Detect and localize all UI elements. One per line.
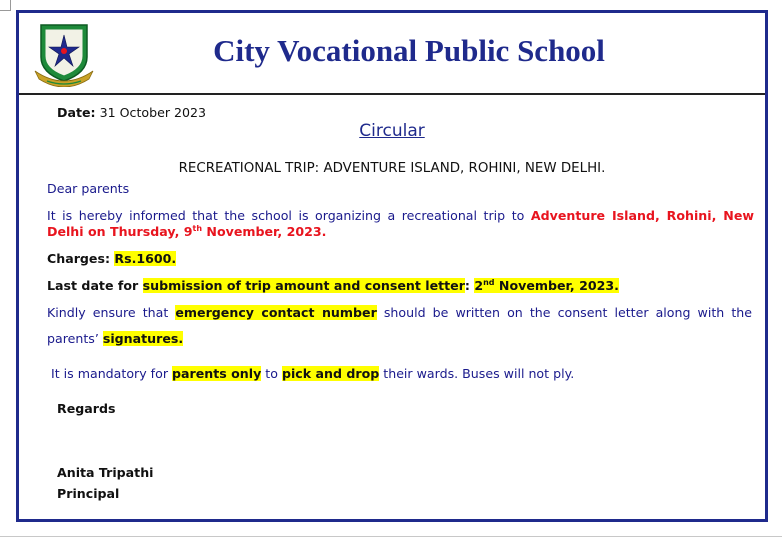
last-date-label: Last date for xyxy=(47,278,143,293)
circular-title: Circular xyxy=(359,121,425,141)
trip-date-rest: November, 2023. xyxy=(202,224,327,239)
subject-line: RECREATIONAL TRIP: ADVENTURE ISLAND, ROHINI, NEW DELHI. xyxy=(178,161,606,176)
emergency-contact-highlight: emergency contact number xyxy=(175,305,377,320)
pick-and-drop-highlight: pick and drop xyxy=(281,366,380,381)
mandatory-post: their wards. Buses will not ply. xyxy=(379,366,575,381)
emergency-mid: should be written on the consent letter along with the xyxy=(376,305,752,320)
last-date-colon: : xyxy=(464,278,475,293)
mandatory-mid: to xyxy=(261,366,282,381)
corner-checkbox xyxy=(0,0,11,11)
trip-date-suffix: th xyxy=(192,223,203,233)
mandatory-pre: It is mandatory for xyxy=(51,366,172,381)
trip-venue-line2: Delhi on Thursday, 9 xyxy=(47,224,193,239)
parents-only-highlight: parents only xyxy=(172,366,262,381)
last-date-rest: November, 2023. xyxy=(494,278,619,293)
date-value: 31 October 2023 xyxy=(99,105,207,120)
date-line xyxy=(57,105,206,120)
trip-announcement-text: It is hereby informed that the school is organizing a recreational trip to xyxy=(47,208,525,223)
trip-venue: Adventure Island, Rohini, New xyxy=(530,208,754,223)
school-name: City Vocational Public School xyxy=(213,33,605,68)
circular-document xyxy=(16,10,768,522)
closing-regards: Regards xyxy=(57,401,116,416)
letterhead xyxy=(19,13,765,93)
charges-line xyxy=(47,251,176,266)
header-divider xyxy=(19,93,765,95)
greeting: Dear parents xyxy=(47,181,130,196)
last-date-day: 2 xyxy=(474,278,484,293)
signatory-title: Principal xyxy=(57,486,120,501)
last-date-value xyxy=(474,278,619,293)
parents-text: parents’ xyxy=(47,331,103,346)
emergency-contact-line2 xyxy=(47,331,183,346)
last-date-day-suffix: nd xyxy=(483,277,495,287)
signatures-highlight: signatures. xyxy=(102,331,184,346)
charges-label: Charges: xyxy=(47,251,115,266)
emergency-pre: Kindly ensure that xyxy=(47,305,176,320)
last-date-highlight: submission of trip amount and consent letter xyxy=(142,278,465,293)
trip-announcement-line1 xyxy=(47,208,754,223)
trip-announcement-line2 xyxy=(47,224,326,239)
last-date-line xyxy=(47,278,619,293)
school-crest-icon xyxy=(33,21,95,87)
charges-value: Rs.1600. xyxy=(114,251,177,266)
mandatory-pickup-line xyxy=(51,366,574,381)
emergency-contact-line1 xyxy=(47,305,752,320)
signatory-name: Anita Tripathi xyxy=(57,465,154,480)
page-bottom-border xyxy=(0,536,782,537)
date-label: Date: xyxy=(57,105,96,120)
